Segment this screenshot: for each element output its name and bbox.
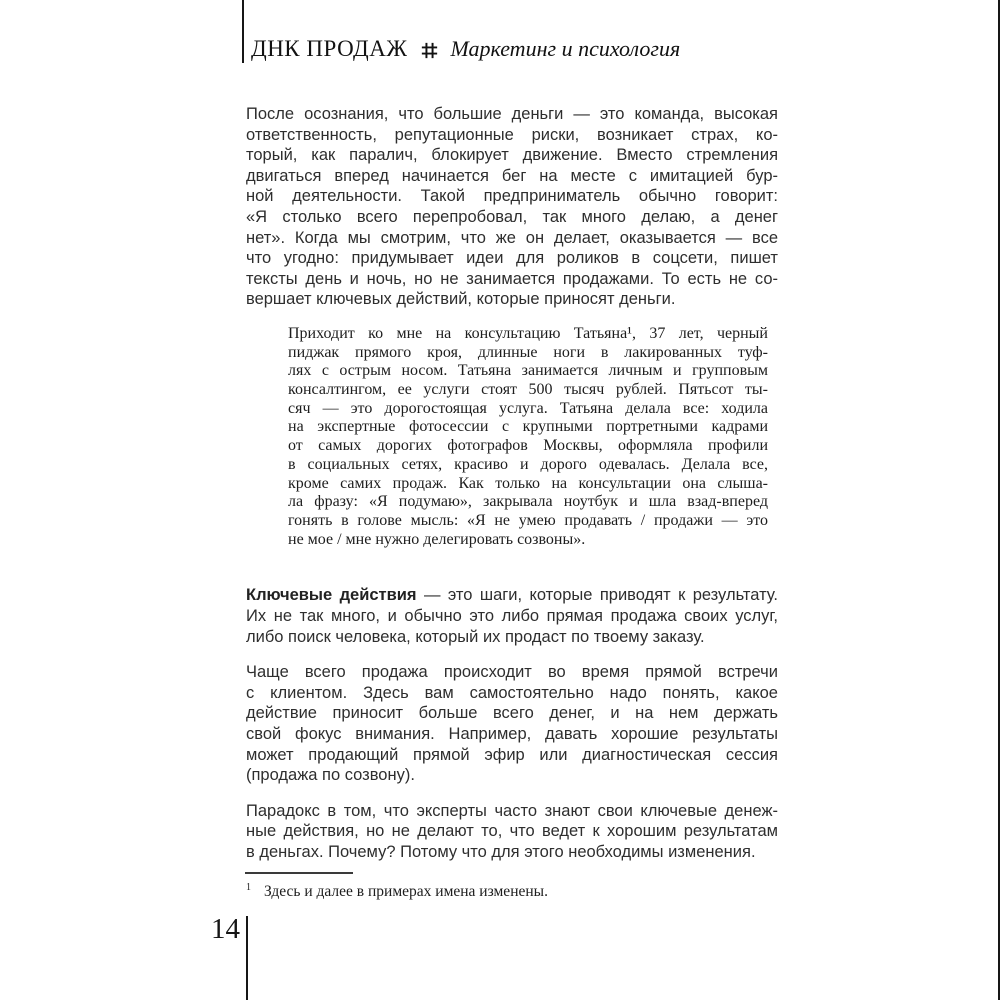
running-head xyxy=(251,36,680,62)
text-line: на экспертные фотосессии с крупными портретными кадрами xyxy=(288,418,768,436)
folio-vertical-rule xyxy=(246,916,248,1000)
header-vertical-rule xyxy=(242,0,244,63)
hash-icon xyxy=(421,42,438,59)
text-line: (продажа по созвону). xyxy=(246,766,415,785)
text-line: Парадокс в том, что эксперты часто знают свои ключевые денеж- xyxy=(246,801,778,820)
text-line: не мое / мне нужно делегировать созвоны». xyxy=(288,530,586,548)
footnote-text: Здесь и далее в примерах имена изменены. xyxy=(264,883,548,901)
text-line: ные действия, но не делают то, что ведет к хорошим результатам xyxy=(246,822,778,841)
text-line: Приходит ко мне на консультацию Татьяна¹, 37 лет, черный xyxy=(288,324,768,342)
text-line: консалтингом, ее услуги стоят 500 тысяч рублей. Пятьсот ты- xyxy=(288,381,768,399)
text-line: свой фокус внимания. Например, давать хорошие результаты xyxy=(246,724,778,743)
text-line: от самых дорогих фотографов Москвы, оформляла профили xyxy=(288,437,768,455)
body-paragraph xyxy=(246,801,778,863)
footnote-marker: 1 xyxy=(246,882,251,893)
text-line: ла фразу: «Я подумаю», закрывала ноутбук и шла взад-вперед xyxy=(288,493,768,511)
footnote xyxy=(246,882,548,901)
text-line: Чаще всего продажа происходит во время прямой встречи xyxy=(246,663,778,682)
text-line: двигаться вперед начинается бег на месте с имитацией бур- xyxy=(246,166,778,185)
text-line: кроме самих продаж. Как только на консультации она слыша- xyxy=(288,474,768,492)
text-line: вершает ключевых действий, которые приносят деньги. xyxy=(246,290,676,309)
text-line: либо поиск человека, который их продаст по твоему заказу. xyxy=(246,627,705,646)
text-line: в социальных сетях, красиво и дорого одевалась. Делала все, xyxy=(288,455,768,473)
text-line: Ключевые действия — это шаги, которые приводят к результату. xyxy=(246,586,778,605)
footnote-rule xyxy=(245,872,353,874)
body-paragraph xyxy=(246,104,778,310)
quote-paragraph xyxy=(246,325,768,549)
text-line: гонять в голове мысль: «Я не умею продавать / продажи — это xyxy=(288,511,768,529)
body-paragraph xyxy=(246,662,778,786)
text-line: После осознания, что большие деньги — это команда, высокая xyxy=(246,105,778,123)
text-line: «Я столько всего перепробовал, так много делаю, а денег xyxy=(246,207,778,226)
bold-lead-in: Ключевые действия xyxy=(246,586,417,605)
text-line: пиджак прямого кроя, длинные ноги в лакированных туф- xyxy=(288,343,768,361)
text-line: с клиентом. Здесь вам самостоятельно надо понять, какое xyxy=(246,683,778,702)
text-line: ответственность, репутационные риски, возникает страх, ко- xyxy=(246,125,778,144)
text-column xyxy=(246,104,778,863)
book-title: ДНК ПРОДАЖ xyxy=(251,36,408,61)
text-line: сяч — это дорогостоящая услуга. Татьяна делала все: ходила xyxy=(288,399,768,417)
text-line: тексты день и ночь, но не занимается продажами. То есть не со- xyxy=(246,269,778,288)
text-line: нет». Когда мы смотрим, что же он делает, оказывается — все xyxy=(246,228,778,247)
text-line: что угодно: придумывает идеи для роликов в соцсети, пишет xyxy=(246,249,778,268)
text-line: ной деятельности. Такой предприниматель обычно говорит: xyxy=(246,187,778,206)
text-line: может продающий прямой эфир или диагностическая сессия xyxy=(246,745,778,764)
chapter-title: Маркетинг и психология xyxy=(450,36,681,61)
body-paragraph xyxy=(246,585,778,647)
text-line: Их не так много, и обычно это либо прямая продажа своих услуг, xyxy=(246,606,778,625)
text-line: действие приносит больше всего денег, и на нем держать xyxy=(246,704,778,723)
text-line: торый, как паралич, блокирует движение. Вместо стремления xyxy=(246,146,778,165)
text-line: в деньгах. Почему? Потому что для этого необходимы изменения. xyxy=(246,842,756,861)
text-line: лях с острым носом. Татьяна занимается личным и групповым xyxy=(288,362,768,380)
page-number: 14 xyxy=(211,913,240,945)
